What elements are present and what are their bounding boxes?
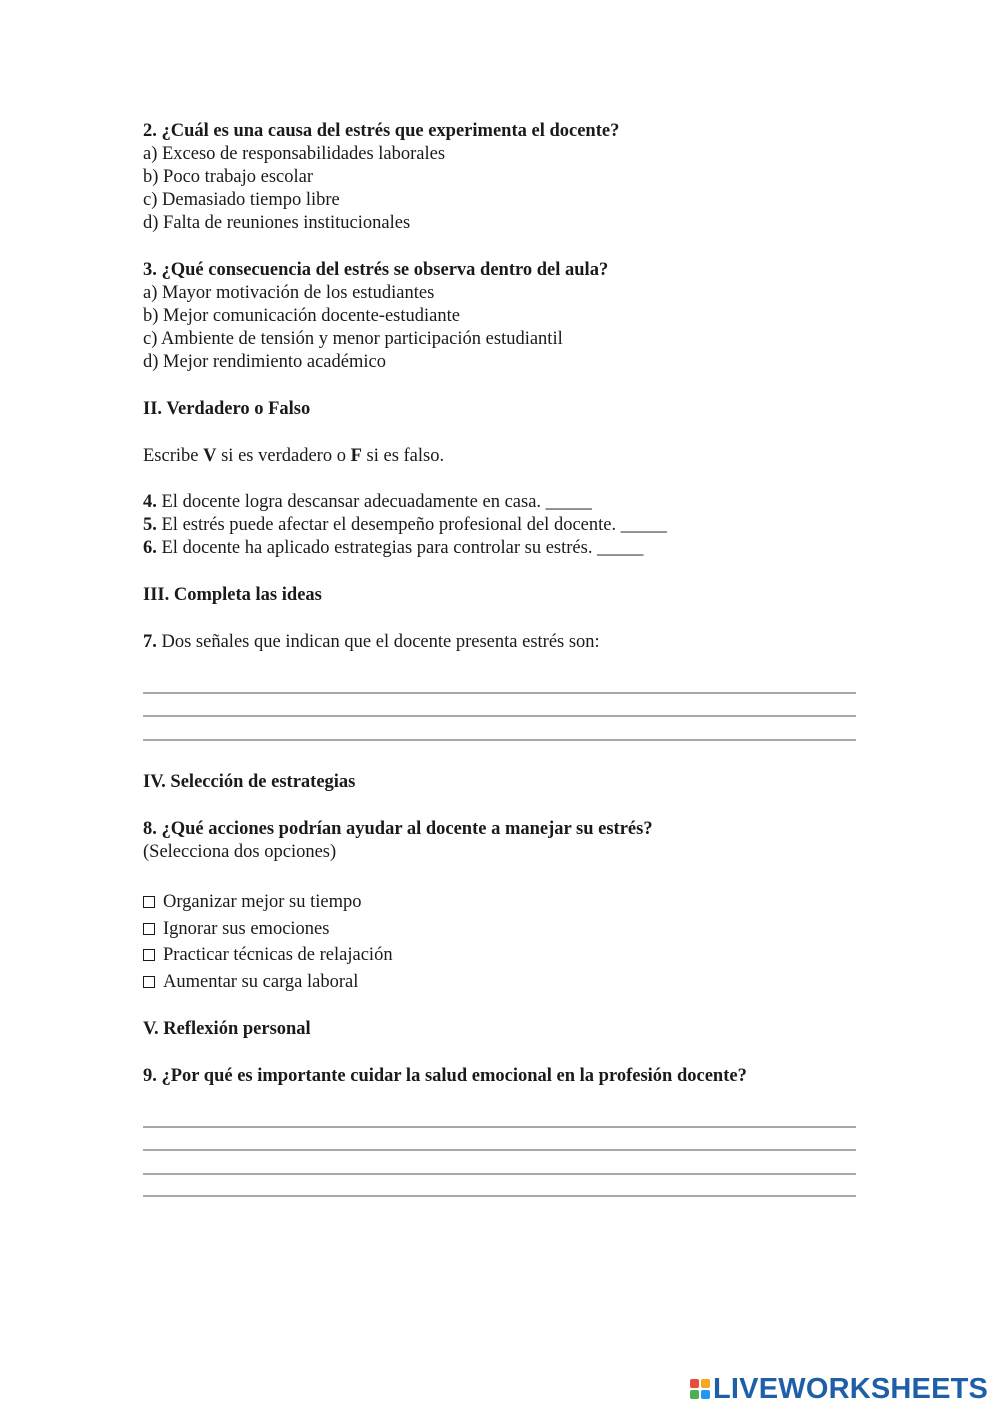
- checkbox-icon[interactable]: [143, 949, 155, 961]
- section-2-title: II. Verdadero o Falso: [143, 399, 311, 419]
- q2-option-a: a) Exceso de responsabilidades laborales: [143, 144, 446, 164]
- question-3-heading: [143, 259, 608, 281]
- checkbox-option-2[interactable]: Ignorar sus emociones: [143, 918, 329, 940]
- question-8-note: (Selecciona dos opciones): [143, 842, 337, 862]
- logo-text: LIVEWORKSHEETS: [713, 1372, 989, 1405]
- liveworksheets-logo: [690, 1372, 989, 1405]
- question-number: 2.: [143, 121, 157, 141]
- question-number: 3.: [143, 260, 157, 280]
- logo-tile: [690, 1390, 699, 1399]
- answer-line-9-3[interactable]: [143, 1173, 856, 1175]
- question-text: ¿Cuál es una causa del estrés que experimenta el docente?: [161, 121, 620, 141]
- answer-line-7-3[interactable]: [143, 739, 856, 741]
- section-5-title: V. Reflexión personal: [143, 1019, 311, 1039]
- answer-line-7-2[interactable]: [143, 715, 856, 717]
- question-7: 7. Dos señales que indican que el docente presenta estrés son:: [143, 632, 600, 652]
- question-8-heading: [143, 818, 653, 840]
- true-false-item-5[interactable]: 5. El estrés puede afectar el desempeño profesional del docente. _____: [143, 515, 667, 535]
- q3-option-c: c) Ambiente de tensión y menor participación estudiantil: [143, 329, 563, 349]
- q2-option-b: b) Poco trabajo escolar: [143, 167, 314, 187]
- checkbox-option-4[interactable]: Aumentar su carga laboral: [143, 971, 358, 993]
- logo-tile: [701, 1379, 710, 1388]
- section-3-title: III. Completa las ideas: [143, 585, 322, 605]
- answer-line-9-4[interactable]: [143, 1195, 856, 1197]
- question-text: ¿Qué consecuencia del estrés se observa dentro del aula?: [161, 260, 609, 280]
- liveworksheets-logo-icon: [690, 1379, 710, 1399]
- checkbox-option-1[interactable]: Organizar mejor su tiempo: [143, 891, 361, 913]
- section-4-title: IV. Selección de estrategias: [143, 772, 356, 792]
- question-9-heading: [143, 1065, 747, 1087]
- answer-line-9-1[interactable]: [143, 1126, 856, 1128]
- question-number: 9.: [143, 1066, 157, 1086]
- question-2-heading: [143, 120, 619, 142]
- q2-option-d: d) Falta de reuniones institucionales: [143, 213, 411, 233]
- checkbox-option-3[interactable]: Practicar técnicas de relajación: [143, 944, 393, 966]
- checkbox-icon[interactable]: [143, 976, 155, 988]
- true-false-item-6[interactable]: 6. El docente ha aplicado estrategias para controlar su estrés. _____: [143, 538, 644, 558]
- question-text: ¿Qué acciones podrían ayudar al docente a manejar su estrés?: [161, 819, 653, 839]
- answer-line-9-2[interactable]: [143, 1149, 856, 1151]
- checkbox-icon[interactable]: [143, 896, 155, 908]
- answer-line-7-1[interactable]: [143, 692, 856, 694]
- question-text: ¿Por qué es importante cuidar la salud emocional en la profesión docente?: [161, 1066, 747, 1086]
- question-number: 8.: [143, 819, 157, 839]
- q3-option-a: a) Mayor motivación de los estudiantes: [143, 283, 435, 303]
- q2-option-c: c) Demasiado tiempo libre: [143, 190, 340, 210]
- q3-option-d: d) Mejor rendimiento académico: [143, 352, 386, 372]
- logo-tile: [701, 1390, 710, 1399]
- true-false-item-4[interactable]: 4. El docente logra descansar adecuadamente en casa. _____: [143, 492, 592, 512]
- logo-tile: [690, 1379, 699, 1388]
- section-2-instruction: Escribe V si es verdadero o F si es falso.: [143, 446, 445, 466]
- q3-option-b: b) Mejor comunicación docente-estudiante: [143, 306, 460, 326]
- checkbox-icon[interactable]: [143, 923, 155, 935]
